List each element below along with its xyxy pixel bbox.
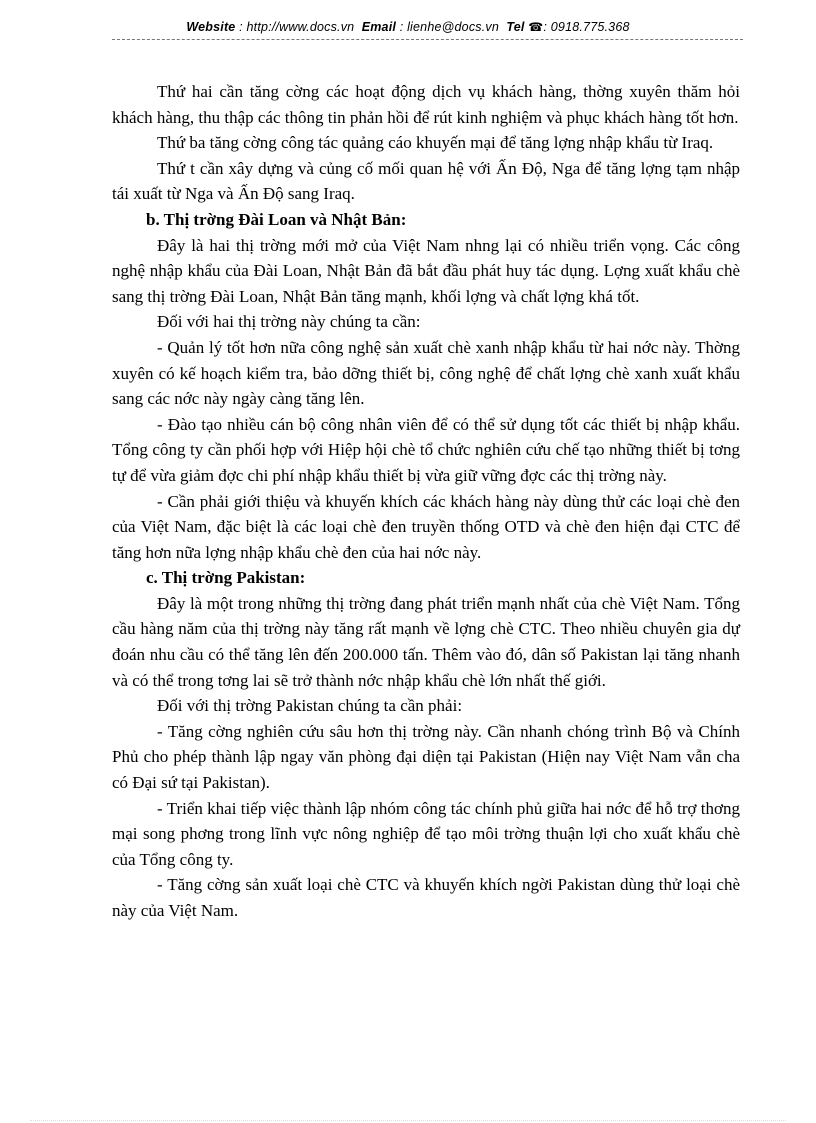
tel-value: : 0918.775.368 [543, 20, 630, 34]
section-heading: c. Thị trờng Pakistan: [146, 568, 306, 588]
paragraph: - Tăng cờng nghiên cứu sâu hơn thị trờng này. Cần nhanh chóng trình Bộ và Chính Phủ cho phép thành lập ngay văn phòng đại diện tại Pakistan (Hiện nay Việt Nam vẫn cha có Đại sứ tại Pakistan). [112, 721, 740, 793]
email-label: Email [361, 20, 397, 34]
paragraph: Thứ ba tăng cờng công tác quảng cáo khuyến mại để tăng lợng nhập khẩu từ Iraq. [157, 133, 714, 153]
paragraph: Thứ hai cần tăng cờng các hoạt động dịch vụ khách hàng, thờng xuyên thăm hỏi khách hàng, thu thập các thông tin phản hồi để rút kinh nghiệm và phục khách hàng tốt hơn. [112, 82, 740, 127]
email-value: : lienhe@docs.vn [399, 20, 500, 34]
paragraph: Đối với hai thị trờng này chúng ta cần: [157, 312, 421, 332]
paragraph: Thứ t cần xây dựng và củng cố mối quan hệ với Ấn Độ, Nga để tăng lợng tạm nhập tái xuất từ Nga và Ấn Độ sang Iraq. [112, 158, 740, 204]
paragraph: - Triển khai tiếp việc thành lập nhóm công tác chính phủ giữa hai nớc để hỗ trợ thơng mại song phơng trong lĩnh vực nông nghiệp để tạo môi trờng thuận lợi cho xuất khẩu chè của Tổng công ty. [112, 798, 740, 869]
paragraph: Đây là một trong những thị trờng đang phát triển mạnh nhất của chè Việt Nam. Tổng cầu hàng năm của thị trờng này tăng rất mạnh về lợng chè CTC. Theo nhiều chuyên gia dự đoán nhu cầu có thể tăng lên đến 200.000 tấn. Thêm vào đó, dân số Pakistan lại tăng nhanh và có thể trong tơng lai sẽ trở thành nớc nhập khẩu chè lớn nhất thế giới. [112, 593, 740, 690]
phone-icon: ☎ [528, 20, 544, 34]
website-label: Website [186, 20, 236, 34]
page-header [0, 20, 816, 34]
document-body [112, 79, 740, 924]
website-value: : http://www.docs.vn [239, 20, 355, 34]
section-heading: b. Thị trờng Đài Loan và Nhật Bản: [146, 209, 407, 229]
page-bottom-divider [30, 1120, 786, 1121]
tel-label: Tel [506, 20, 525, 34]
paragraph: - Đào tạo nhiều cán bộ công nhân viên để có thể sử dụng tốt các thiết bị nhập khẩu. Tổng công ty cần phối hợp với Hiệp hội chè tổ chức nghiên cứu chế tạo những thiết bị tơng tự để vừa giảm đợc chi phí nhập khẩu thiết bị vừa giữ vững đợc các thị trờng này. [112, 414, 740, 485]
paragraph: - Tăng cờng sản xuất loại chè CTC và khuyến khích ngời Pakistan dùng thử loại chè này của Việt Nam. [112, 875, 740, 920]
paragraph: - Quản lý tốt hơn nữa công nghệ sản xuất chè xanh nhập khẩu từ hai nớc này. Thờng xuyên có kế hoạch kiểm tra, bảo dỡng thiết bị, công nghệ để chất lợng chè xanh xuất khẩu sang các nớc này ngày càng tăng lên. [112, 337, 740, 409]
header-divider [112, 39, 743, 40]
paragraph: Đối với thị trờng Pakistan chúng ta cần phải: [157, 696, 463, 716]
paragraph: - Cần phải giới thiệu và khuyến khích các khách hàng này dùng thử các loại chè đen của Việt Nam, đặc biệt là các loại chè đen truyền thống OTD và chè đen hiện đại CTC để tăng hơn nữa lợng nhập khẩu chè đen của hai nớc này. [112, 491, 740, 562]
paragraph: Đây là hai thị trờng mới mở của Việt Nam nhng lại có nhiều triển vọng. Các công nghệ nhập khẩu của Đài Loan, Nhật Bản đã bắt đầu phát huy tác dụng. Lợng xuất khẩu chè sang thị trờng Đài Loan, Nhật Bản tăng mạnh, khối lợng và chất lợng khá tốt. [112, 235, 740, 306]
